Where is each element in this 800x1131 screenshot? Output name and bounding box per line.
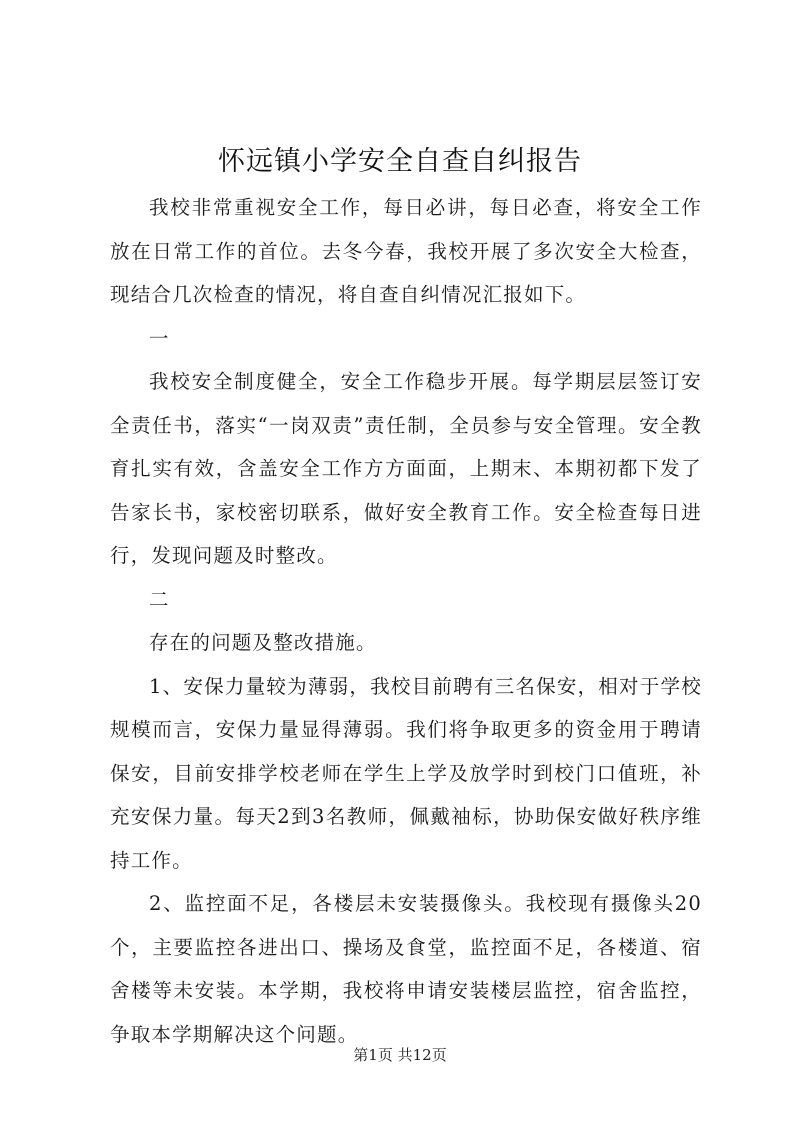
document-title: 怀远镇小学安全自查自纠报告 [218, 146, 582, 177]
paragraph-item-surveillance: 2、监控面不足，各楼层未安装摄像头。我校现有摄像头20个，主要监控各进出口、操场及食堂，监控面不足，各楼道、宿舍楼等未安装。本学期，我校将申请安装楼层监控，宿舍监控，争取本学期解决这个问题。 [110, 892, 702, 1046]
document-body [110, 186, 702, 1056]
paragraph-intro: 我校非常重视安全工作，每日必讲，每日必查，将安全工作放在日常工作的首位。去冬今春，我校开展了多次安全大检查，现结合几次检查的情况，将自查自纠情况汇报如下。 [110, 196, 702, 306]
section-heading-one: 一 [149, 326, 170, 350]
paragraph-item-security-staff: 1、安保力量较为薄弱，我校目前聘有三名保安，相对于学校规模而言，安保力量显得薄弱。我们将争取更多的资金用于聘请保安，目前安排学校老师在学生上学及放学时到校门口值班，补充安保力量。每天2到3名教师，佩戴袖标，协助保安做好秩序维持工作。 [110, 674, 702, 872]
paragraph-safety-system: 我校安全制度健全，安全工作稳步开展。每学期层层签订安全责任书，落实“一岗双责”责任制，全员参与安全管理。安全教育扎实有效，含盖安全工作方方面面，上期末、本期初都下发了告家长书，家校密切联系，做好安全教育工作。安全检查每日进行，发现问题及时整改。 [110, 370, 702, 567]
section-heading-two: 二 [149, 587, 170, 611]
page-footer: 第1页 共12页 [353, 1046, 447, 1064]
paragraph-problems-intro: 存在的问题及整改措施。 [149, 631, 377, 654]
